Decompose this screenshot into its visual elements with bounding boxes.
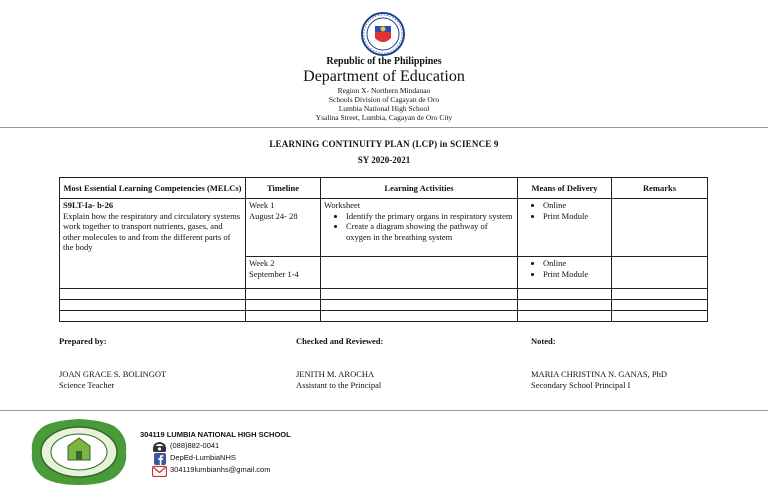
timeline-cell [246, 257, 321, 289]
delivery-item: • Print Module [543, 211, 608, 222]
week-label: Week 2 [249, 258, 275, 268]
column-header-remarks: Remarks [612, 178, 708, 199]
mail-icon[interactable] [152, 465, 167, 477]
activities-cell [321, 199, 518, 257]
column-header-timeline: Timeline [246, 178, 321, 199]
checked-by-title: Assistant to the Principal [296, 380, 382, 390]
delivery-cell [518, 199, 612, 257]
footer-facebook[interactable]: DepEd-LumbiaNHS [170, 453, 236, 462]
table-header-row [60, 178, 708, 199]
header-divider [0, 127, 768, 128]
address-line: Ysalina Street, Lumbia, Cagayan de Oro City [315, 113, 453, 122]
noted-by-name: MARIA CHRISTINA N. GANAS, PhD [531, 369, 668, 379]
noted-by-block [531, 336, 667, 391]
column-header-delivery: Means of Delivery [518, 178, 612, 199]
column-header-activities: Learning Activities [321, 178, 518, 199]
delivery-item: • Print Module [543, 269, 608, 280]
department-heading: Department of Education [303, 68, 465, 85]
timeline-cell [246, 199, 321, 257]
competency-text: Explain how the respiratory and circulatory systems work together to transport nutrients, gases, and other molecules to and from the different parts of the body [63, 210, 241, 252]
remarks-cell [612, 257, 708, 289]
activity-title: Worksheet [324, 200, 361, 210]
column-header-melcs: Most Essential Learning Competencies (MELCs) [60, 178, 246, 199]
noted-by-title: Secondary School Principal I [531, 380, 631, 390]
region-line: Region X- Northern Mindanao [337, 86, 431, 95]
school-year: SY 2020-2021 [357, 155, 411, 165]
division-line: Schools Division of Cagayan de Oro [328, 95, 440, 104]
activity-item: • Identify the primary organs in respiratory system [346, 211, 514, 222]
checked-by-label: Checked and Reviewed: [296, 336, 384, 346]
footer-divider [0, 410, 768, 411]
footer-school: 304119 LUMBIA NATIONAL HIGH SCHOOL [140, 430, 291, 439]
prepared-by-block [59, 336, 166, 391]
deped-seal-icon [361, 12, 405, 56]
lcp-table [59, 177, 708, 322]
school-logo-icon [26, 416, 132, 488]
prepared-by-label: Prepared by: [59, 336, 107, 346]
table-row [60, 289, 708, 300]
noted-by-label: Noted: [531, 336, 556, 346]
date-range: September 1-4 [249, 268, 299, 279]
competency-cell [60, 199, 246, 289]
date-range: August 24- 28 [249, 210, 298, 221]
footer-email[interactable]: 304119lumbianhs@gmail.com [170, 465, 271, 474]
delivery-item: • Online [543, 200, 608, 211]
competency-code: S9LT-Ia- b-26 [63, 200, 114, 210]
delivery-cell [518, 257, 612, 289]
checked-by-name: JENITH M. AROCHA [296, 369, 375, 379]
facebook-icon[interactable] [152, 453, 167, 465]
document-title: LEARNING CONTINUITY PLAN (LCP) in SCIENCE 9 [269, 139, 499, 149]
prepared-by-name: JOAN GRACE S. BOLINGOT [59, 369, 167, 379]
phone-icon [152, 441, 167, 453]
footer-phone: (088)882-0041 [170, 441, 220, 450]
activities-cell [321, 257, 518, 289]
republic-heading: Republic of the Philippines [326, 56, 442, 67]
activity-item: • Create a diagram showing the pathway of oxygen in the breathing system [346, 221, 514, 242]
remarks-cell [612, 199, 708, 257]
week-label: Week 1 [249, 200, 275, 210]
table-row [60, 311, 708, 322]
checked-by-block [296, 336, 383, 391]
table-row [60, 199, 708, 257]
table-row [60, 300, 708, 311]
school-line: Lumbia National High School [338, 104, 430, 113]
delivery-item: • Online [543, 258, 608, 269]
prepared-by-title: Science Teacher [59, 380, 115, 390]
